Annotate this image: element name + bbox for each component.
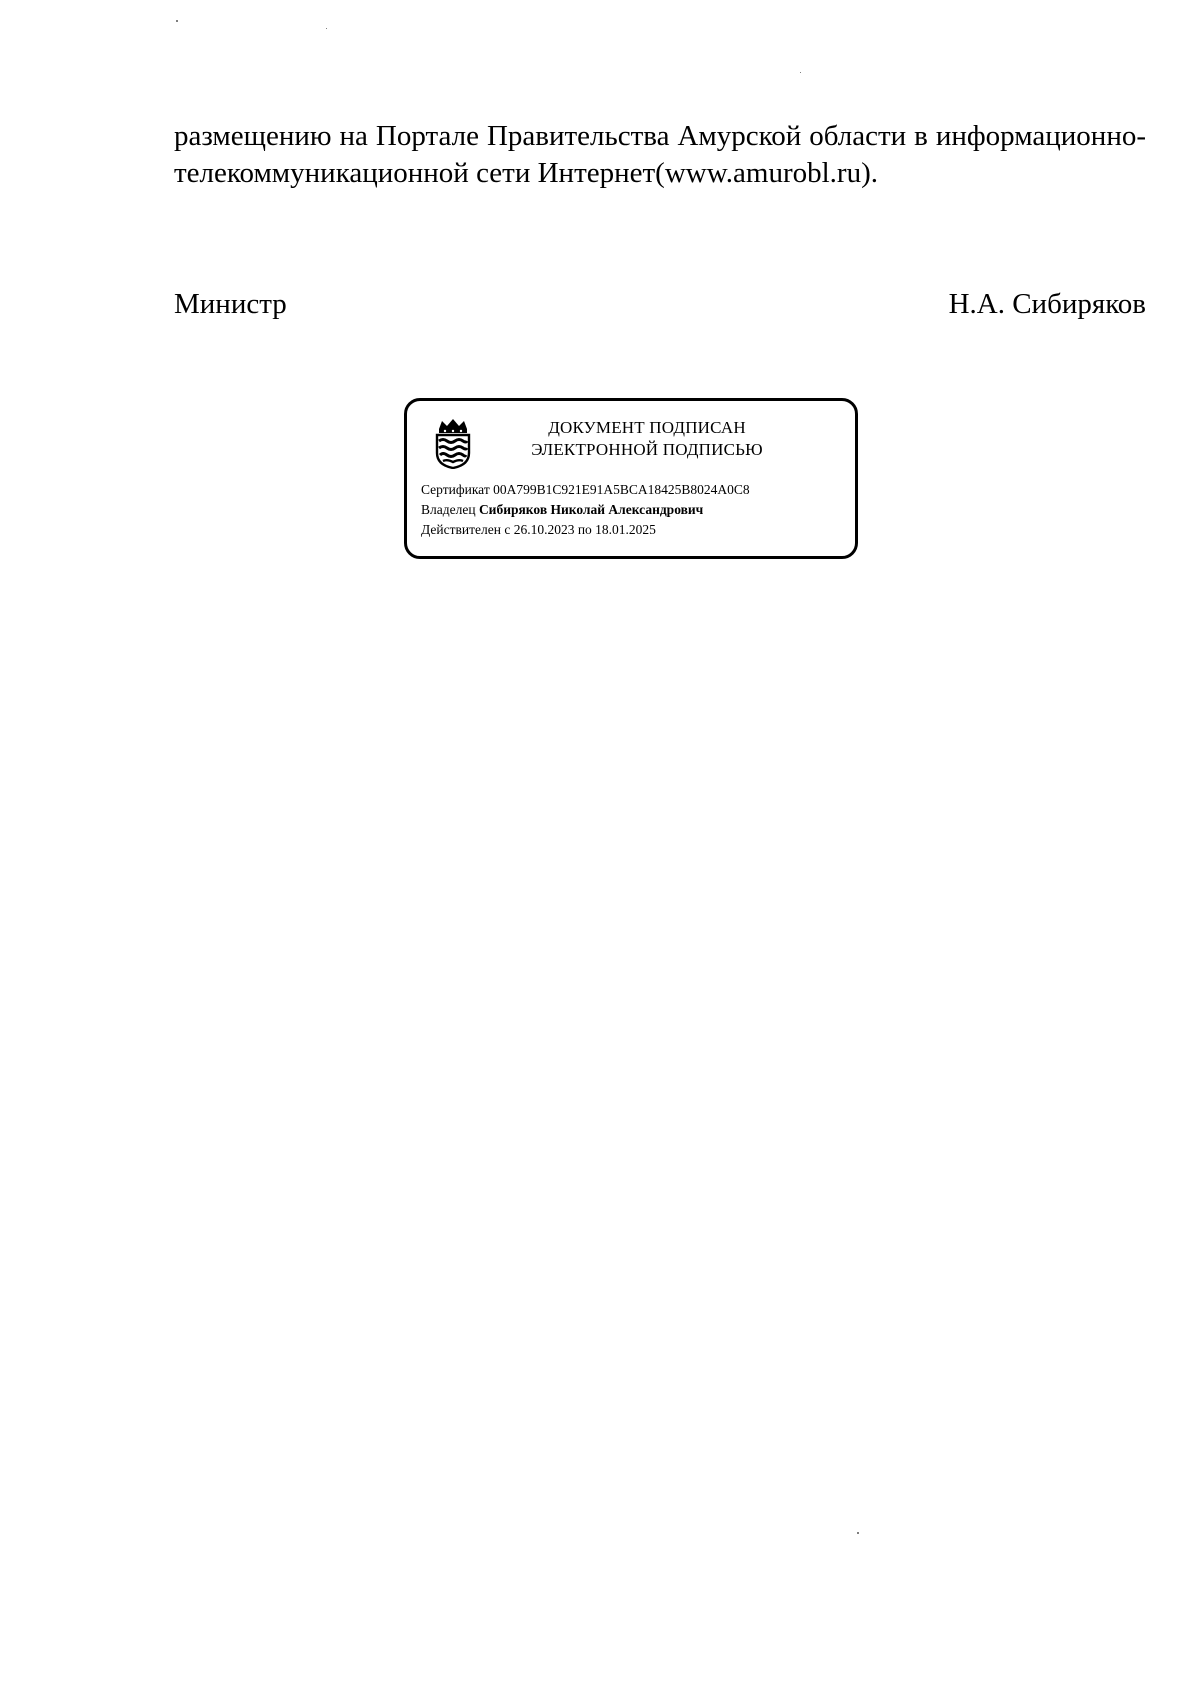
owner-value: Сибиряков Николай Александрович — [478, 502, 704, 517]
stamp-heading-line-1: ДОКУМЕНТ ПОДПИСАН — [548, 418, 746, 437]
validity-row — [421, 520, 851, 540]
stamp-details — [421, 480, 851, 540]
valid-to-date: 18.01.2025 — [595, 522, 656, 537]
valid-from-prefix: с — [504, 522, 511, 537]
valid-label: Действителен — [421, 522, 501, 537]
certificate-value: 00A799B1C921E91A5BCA18425B8024A0C8 — [493, 482, 750, 497]
certificate-label: Сертификат — [421, 482, 490, 497]
stamp-heading — [517, 417, 777, 461]
valid-to-prefix: по — [577, 522, 592, 537]
valid-from-date: 26.10.2023 — [513, 522, 575, 537]
signatory-name: Н.А. Сибиряков — [948, 288, 1146, 320]
owner-row — [421, 500, 851, 520]
signature-block — [174, 286, 1146, 323]
scan-speck — [800, 72, 801, 73]
paragraph-line-2: телекоммуникационной сети Интернет(www.amurobl.ru). — [174, 157, 878, 189]
scan-speck — [176, 20, 178, 22]
electronic-signature-stamp — [404, 398, 858, 559]
paragraph-line-1: размещению на Порталe Правительства Амурской области в информационно- — [174, 120, 1146, 152]
certificate-row — [421, 480, 851, 500]
signatory-position: Министр — [174, 288, 287, 320]
scan-speck — [326, 28, 327, 29]
body-paragraph — [174, 118, 1146, 192]
owner-label: Владелец — [421, 502, 476, 517]
coat-of-arms-icon — [433, 417, 473, 469]
stamp-heading-line-2: ЭЛЕКТРОННОЙ ПОДПИСЬЮ — [531, 440, 763, 459]
scan-speck — [857, 1532, 859, 1534]
